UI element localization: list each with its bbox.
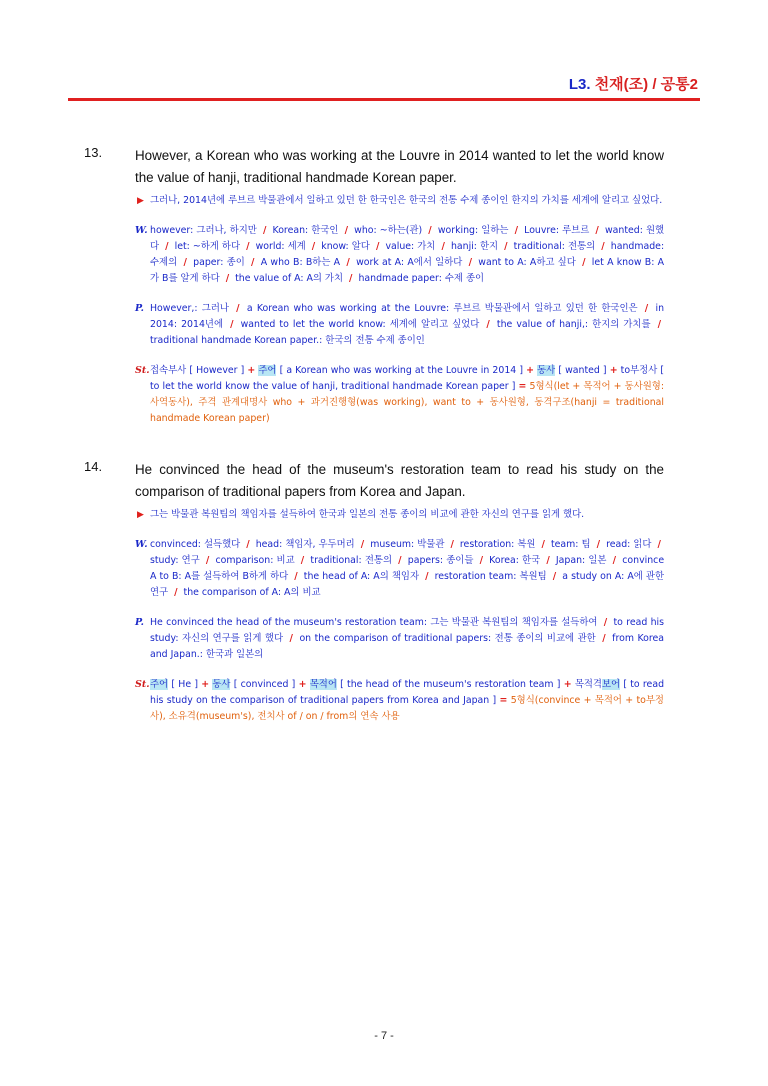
list-item: want to A: A하고 싶다 [478,257,576,268]
list-item: comparison: 비교 [215,555,295,566]
list-item: However,: 그러나 [150,303,229,314]
phrases-list [150,303,664,346]
english-sentence: However, a Korean who was working at the Louvre in 2014 wanted to let the world know the value of hanji, traditional handmade Korean paper. [135,148,664,185]
structure-note: hanji = traditional handmade Korean paper [150,397,664,424]
list-item: papers: 종이들 [407,555,474,566]
structure-note: ), want to + 동사원형, 동격구조( [420,397,575,408]
list-separator: / [450,539,454,550]
list-separator: / [486,319,490,330]
structure-bracket: [ the head of the museum's restoration team ] [340,679,561,690]
structure-bracket: [ to read his study on the comparison of traditional papers from Korea and Japan ] [150,679,665,706]
item-number: 13. [84,145,103,160]
structure-plus: + [526,365,534,376]
list-separator: / [601,241,605,252]
list-item: Korean: 한국인 [272,225,339,236]
translation-text: 그는 박물관 복원팀의 책임자를 설득하여 한국과 일본의 전통 종이의 비교에 관한 자신의 연구를 읽게 했다. [150,509,585,520]
list-item: A who B: B하는 A [260,257,341,268]
list-item: a Korean who was working at the Louvre: 루브르 박물관에서 일하고 있던 한 한국인은 [246,303,638,314]
list-item: a study on A: A에 관한 연구 [150,571,665,598]
structure-note: 5형식( [510,695,539,706]
list-separator: / [546,555,550,566]
structure-plus: + [563,679,572,690]
phrases-block [135,301,664,349]
structure-part-label: 목적격 [574,679,602,690]
structure-part-label: 보어 [601,679,621,690]
list-item: convince A to B: A를 설득하여 B하게 하다 [150,555,665,582]
list-item: Japan: 일본 [555,555,607,566]
category-name: 공통2 [660,76,698,93]
list-item: the value of hanji,: 한지의 가치를 [496,319,651,330]
structure-part-label: to부정사 [620,365,658,376]
list-separator: / [582,257,586,268]
list-separator: / [425,571,429,582]
list-item: Louvre: 루브르 [524,225,590,236]
list-item: read: 읽다 [606,539,652,550]
list-item: value: 가치 [385,241,436,252]
structure-bracket: [ However ] [189,365,245,376]
phrases-list [150,617,664,660]
list-separator: / [596,539,601,550]
translation-text: 그러나, 2014년에 루브르 박물관에서 일하고 있던 한 한국인은 한국의 전통 수제 종이인 한지의 가치를 세계에 알리고 싶었다. [150,195,663,206]
list-separator: / [344,225,349,236]
lesson-number: L3. [568,76,591,93]
publisher-name: 천재(조) [594,76,649,93]
list-item: Korea: 한국 [489,555,541,566]
words-mark: W. [135,539,148,550]
list-separator: / [514,225,519,236]
list-separator: / [552,571,557,582]
list-item: on the comparison of traditional papers: 전통 종이의 비교에 관한 [299,633,596,644]
header-rule [68,98,700,101]
list-separator: / [360,539,365,550]
structure-note: convince + 목적어 + to부정사 [150,695,664,722]
structure-bracket: [ a Korean who was working at the Louvre in 2014 ] [279,365,524,376]
structure-note: ), 주격 관계대명사 who + 과거진행형( [186,397,360,408]
words-block [135,223,664,287]
list-separator: / [398,555,402,566]
structure-bracket: [ wanted ] [558,365,607,376]
page-number: - 7 - [374,1030,394,1042]
list-separator: / [349,273,353,284]
item-number: 14. [84,459,103,474]
list-separator: / [504,241,508,252]
structure-part-label: 동사 [537,365,556,376]
list-item: paper: 종이 [193,257,245,268]
list-item: study: 연구 [150,555,200,566]
structure-bracket: [ to let the world know the value of hanji, traditional handmade Korean paper ] [150,365,665,392]
structure-note: museum's [199,711,248,722]
structure-plus: + [247,365,256,376]
structure-block [135,677,664,725]
structure-mark: St. [135,679,150,690]
list-separator: / [595,225,599,236]
translation-block [135,193,664,209]
list-separator: / [183,257,187,268]
list-item: handmade paper: 수제 종이 [358,273,485,284]
header-slash: / [652,76,657,93]
list-item: to read his study: 자신의 연구를 읽게 했다 [150,617,665,644]
list-separator: / [246,241,250,252]
list-item: museum: 박물관 [370,539,445,550]
structure-note: ), 전치사 of / on / from의 연속 사용 [247,711,400,722]
structure-plus: + [609,365,618,376]
item-14 [84,459,664,725]
list-separator: / [251,257,255,268]
structure-note: was working [359,397,421,408]
structure-block [135,363,664,427]
arrow-right-icon: ▶ [137,510,144,520]
translation-block [135,507,664,523]
structure-note: ) [265,413,270,424]
header-title [569,73,698,94]
list-separator: / [294,571,298,582]
list-separator: / [657,319,662,330]
list-separator: / [541,539,545,550]
english-sentence: He convinced the head of the museum's restoration team to read his study on the comparison of traditional papers from Korea and Japan. [135,462,664,499]
list-item: let A know B: A가 B를 알게 하다 [150,257,665,284]
list-separator: / [644,303,649,314]
list-separator: / [603,617,608,628]
list-item: convinced: 설득했다 [150,539,241,550]
list-item: know: 알다 [321,241,370,252]
list-item: hanji: 한지 [450,241,499,252]
list-item: let: ~하게 하다 [174,241,241,252]
structure-plus: + [201,679,210,690]
list-separator: / [441,241,445,252]
words-list [150,539,664,598]
list-item: who: ~하는(관) [354,225,423,236]
structure-note: let + 목적어 + 동사원형: 사역동사 [150,381,665,408]
list-separator: / [346,257,350,268]
structure-mark: St. [135,365,150,376]
list-item: the comparison of A: A의 비교 [183,587,321,598]
structure-equals: = [518,381,527,392]
list-separator: / [246,539,250,550]
phrases-mark: P. [135,617,144,628]
list-separator: / [289,633,293,644]
list-item: team: 팀 [550,539,591,550]
list-separator: / [375,241,380,252]
words-block [135,537,664,601]
list-item: restoration: 복원 [459,539,536,550]
list-item: work at A: A에서 일하다 [356,257,463,268]
list-item: restoration team: 복원팀 [434,571,547,582]
phrases-mark: P. [135,303,144,314]
structure-part-label: 주어 [150,679,169,690]
list-item: from Korea and Japan.: 한국과 일본의 [150,633,665,660]
list-separator: / [262,225,267,236]
list-item: He convinced the head of the museum's restoration team: 그는 박물관 복원팀의 책임자를 설득하여 [150,617,598,628]
list-separator: / [657,539,661,550]
list-item: working: 일하는 [437,225,509,236]
list-item: traditional: 전통의 [513,241,596,252]
list-item: wanted: 원했다 [150,225,665,252]
structure-equals: = [499,695,508,706]
list-item: in 2014: 2014년에 [150,303,665,330]
structure-note: 5형식( [529,381,558,392]
list-separator: / [602,633,606,644]
list-separator: / [468,257,473,268]
list-separator: / [230,319,234,330]
list-separator: / [225,273,230,284]
structure-plus: + [298,679,307,690]
list-separator: / [174,587,178,598]
list-item: wanted to let the world know: 세계에 알리고 싶었다 [240,319,480,330]
list-item: the value of A: A의 가치 [235,273,344,284]
list-separator: / [612,555,617,566]
list-separator: / [428,225,432,236]
structure-part-label: 동사 [212,679,231,690]
list-separator: / [205,555,210,566]
list-separator: / [165,241,169,252]
structure-bracket: [ convinced ] [233,679,296,690]
arrow-right-icon: ▶ [137,196,144,206]
words-list [150,225,664,284]
list-separator: / [311,241,316,252]
words-mark: W. [135,225,148,236]
list-separator: / [479,555,483,566]
structure-part-label: 주어 [258,365,277,376]
list-item: the head of A: A의 책임자 [303,571,419,582]
structure-note: ), 소유격( [159,711,200,722]
list-item: world: 세계 [255,241,306,252]
list-item: handmade: 수제의 [150,241,665,268]
list-item: however: 그러나, 하지만 [150,225,257,236]
list-item: traditional: 전통의 [310,555,393,566]
list-item: head: 책임자, 우두머리 [255,539,355,550]
structure-part-label: 접속부사 [150,365,187,376]
structure-bracket: [ He ] [171,679,198,690]
list-item: traditional handmade Korean paper.: 한국의 전통 수제 종이인 [150,335,425,346]
list-separator: / [300,555,305,566]
list-separator: / [236,303,240,314]
item-13 [84,145,664,427]
structure-part-label: 목적어 [309,679,337,690]
phrases-block [135,615,664,663]
